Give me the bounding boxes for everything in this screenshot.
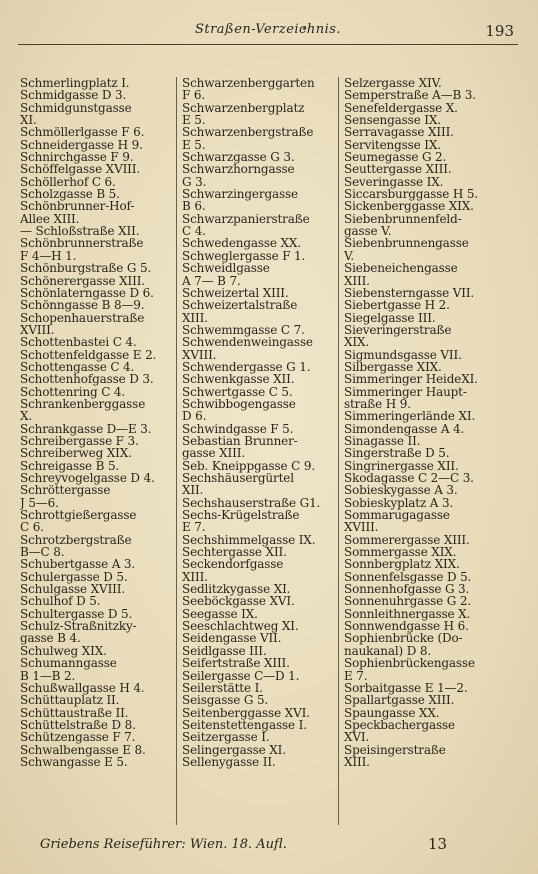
street-entry: Schwarzenbergstraße	[182, 125, 314, 140]
street-entry: Schwarzhorngasse	[182, 162, 295, 177]
street-entry: C 4.	[182, 224, 206, 239]
street-entry: Sechtergasse XII.	[182, 545, 287, 560]
street-entry: Sensengasse IX.	[344, 113, 441, 128]
street-entry: Schreigasse B 5.	[20, 458, 120, 473]
street-entry: Schreiberweg XIX.	[20, 446, 132, 461]
street-entry: Scholzgasse B 5.	[20, 187, 120, 202]
street-entry: Simmeringer HeideXI.	[344, 372, 478, 387]
street-entry: Sophienbrücke (Do-	[344, 631, 463, 646]
street-entry: Simmeringerlände XI.	[344, 409, 476, 424]
street-entry: Seeschlachtweg XI.	[182, 619, 299, 634]
street-entry: Serravagasse XIII.	[344, 125, 454, 140]
street-entry: Schultergasse D 5.	[20, 606, 133, 621]
street-entry: Seitenberggasse XVI.	[182, 705, 310, 720]
street-entry: Schwedengasse XX.	[182, 236, 301, 251]
street-entry: Speckbachergasse	[344, 717, 455, 732]
street-entry: straße H 9.	[344, 396, 411, 411]
street-entry: Seckendorfgasse	[182, 557, 284, 572]
street-entry: Schwarzpanierstraße	[182, 211, 310, 226]
street-entry: Schönerergasse XIII.	[20, 273, 145, 288]
street-entry: Seisgasse G 5.	[182, 693, 269, 708]
street-entry: XVIII.	[20, 322, 55, 337]
street-entry: Sobieskyplatz A 3.	[344, 495, 454, 510]
street-entry: Schmidgasse D 3.	[20, 88, 127, 103]
street-entry: Schulz-Straßnitzky-	[20, 619, 137, 634]
street-entry: Schwibbogengasse	[182, 396, 296, 411]
street-entry: Sechshimmelgasse IX.	[182, 532, 316, 547]
street-entry: F 4—H 1.	[20, 248, 77, 263]
street-entry: Schopenhauerstraße	[20, 310, 145, 325]
column-divider	[338, 77, 339, 825]
street-entry: Sonnleithnergasse X.	[344, 606, 471, 621]
street-entry: Schwenkgasse XII.	[182, 372, 295, 387]
street-entry: G 3.	[182, 174, 207, 189]
street-entry: Seilergasse C—D 1.	[182, 668, 300, 683]
street-entry: Siebeneichengasse	[344, 261, 458, 276]
street-entry: Siebenbrunnenfeld-	[344, 211, 462, 226]
street-entry: Schmerlingplatz I.	[20, 77, 130, 90]
street-entry: Schwarzenbergplatz	[182, 100, 305, 115]
street-entry: Sonnwendgasse H 6.	[344, 619, 469, 634]
street-entry: Sedlitzkygasse XI.	[182, 582, 291, 597]
street-entry: Schreibergasse F 3.	[20, 433, 139, 448]
street-entry: XVIII.	[344, 520, 379, 535]
street-entry: Schönngasse B 8—9.	[20, 298, 145, 313]
street-entry: Schwangasse E 5.	[20, 754, 128, 769]
index-column-3	[344, 77, 516, 829]
street-entry: Schottenbastei C 4.	[20, 335, 137, 350]
street-entry: Schöffelgasse XVIII.	[20, 162, 141, 177]
street-entry: Schreyvogelgasse D 4.	[20, 471, 155, 485]
street-entry: Schmöllerlgasse F 6.	[20, 125, 145, 140]
street-entry: Schwarzingergasse	[182, 187, 298, 202]
street-entry: Spallartgasse XIII.	[344, 693, 455, 708]
street-entry: Sickenberggasse XIX.	[344, 199, 474, 214]
street-entry: Selingergasse XI.	[182, 742, 286, 757]
publication-note: Griebens Reiseführer: Wien. 18. Aufl.	[40, 837, 287, 852]
street-entry: Simondengasse A 4.	[344, 421, 465, 436]
street-entry: Sorbaitgasse E 1—2.	[344, 680, 468, 695]
street-entry: naukanal) D 8.	[344, 643, 432, 658]
street-entry: Selzergasse XIV.	[344, 77, 442, 90]
street-entry: Sonnenfelsgasse D 5.	[344, 569, 472, 584]
page-footer	[40, 835, 510, 855]
street-entry: B 6.	[182, 199, 206, 214]
street-entry: Sobieskygasse A 3.	[344, 483, 458, 498]
street-entry: Schüttauplatz II.	[20, 693, 120, 708]
street-entry: Schwertgasse C 5.	[182, 384, 293, 399]
street-entry: Schumanngasse	[20, 656, 117, 671]
street-entry: Schweizertal XIII.	[182, 285, 289, 300]
street-entry: Schönbrunner-Hof-	[20, 199, 135, 214]
street-entry: Seeböckgasse XVI.	[182, 594, 295, 609]
street-entry: Schöllerhof C 6.	[20, 174, 116, 189]
street-entry: Schottengasse C 4.	[20, 359, 135, 374]
street-entry: Schrottgießergasse	[20, 508, 137, 523]
street-entry: — Schloßstraße XII.	[20, 224, 140, 239]
street-entry: XII.	[182, 483, 204, 498]
street-entry: Schwemmgasse C 7.	[182, 322, 305, 337]
street-entry: Semperstraße A—B 3.	[344, 88, 476, 103]
street-entry: Sinagasse II.	[344, 433, 421, 448]
street-entry: Schwindgasse F 5.	[182, 421, 294, 436]
street-entry: Schottenfeldgasse E 2.	[20, 347, 157, 362]
street-entry: Siegelgasse III.	[344, 310, 436, 325]
street-entry: XVI.	[344, 730, 370, 745]
street-entry: Seitzergasse I.	[182, 730, 270, 745]
street-entry: V.	[344, 248, 355, 263]
street-entry: Sommerergasse XIII.	[344, 532, 470, 547]
street-entry: Sonnenhofgasse G 3.	[344, 582, 470, 597]
street-entry: Schönburgstraße G 5.	[20, 261, 152, 276]
street-entry: Sommarugagasse	[344, 508, 450, 523]
street-entry: Silbergasse XIX.	[344, 359, 442, 374]
page-title: Straßen-Verzeichnis.	[194, 22, 342, 37]
street-entry: Seegasse IX.	[182, 606, 258, 621]
street-entry: C 6.	[20, 520, 44, 535]
street-entry: E 7.	[182, 520, 206, 535]
street-entry: Schweizertalstraße	[182, 298, 298, 313]
sheet-number: 13	[428, 835, 448, 853]
street-entry: Schnirchgasse F 9.	[20, 150, 134, 165]
street-entry: Simmeringer Haupt-	[344, 384, 467, 399]
street-entry: gasse XIII.	[182, 446, 245, 461]
street-entry: Schützengasse F 7.	[20, 730, 136, 745]
street-entry: Seuttergasse XIII.	[344, 162, 452, 177]
street-entry: XIII.	[182, 569, 208, 584]
street-entry: Schüttaustraße II.	[20, 705, 129, 720]
street-entry: Severingasse IX.	[344, 174, 444, 189]
street-entry: XI.	[20, 113, 37, 128]
street-entry: Senefeldergasse X.	[344, 100, 458, 115]
street-entry: gasse V.	[344, 224, 392, 239]
street-entry: Seitenstettengasse I.	[182, 717, 307, 732]
street-index	[18, 77, 518, 829]
street-entry: Schweidlgasse	[182, 261, 270, 276]
street-entry: E 7.	[344, 668, 368, 683]
street-entry: Singerstraße D 5.	[344, 446, 450, 461]
street-entry: Sophienbrückengasse	[344, 656, 475, 671]
street-entry: Skodagasse C 2—C 3.	[344, 471, 474, 485]
street-entry: F 6.	[182, 88, 205, 103]
street-entry: Schulweg XIX.	[20, 643, 107, 658]
street-entry: Schweglergasse F 1.	[182, 248, 306, 263]
street-entry: Schönlaterngasse D 6.	[20, 285, 154, 300]
street-entry: Schwendergasse G 1.	[182, 359, 311, 374]
street-entry: Schulergasse D 5.	[20, 569, 128, 584]
street-entry: Schrotzbergstraße	[20, 532, 132, 547]
street-entry: XVIII.	[182, 347, 217, 362]
street-entry: XIII.	[344, 754, 370, 769]
street-entry: Sieveringerstraße	[344, 322, 452, 337]
street-entry: Sechshauserstraße G1.	[182, 495, 321, 510]
street-entry: Siebenbrunnengasse	[344, 236, 469, 251]
street-entry: Siebensterngasse VII.	[344, 285, 475, 300]
street-entry: Schußwallgasse H 4.	[20, 680, 145, 695]
street-entry: Singrinergasse XII.	[344, 458, 459, 473]
street-entry: E 5.	[182, 137, 206, 152]
street-entry: Schwarzgasse G 3.	[182, 150, 295, 165]
street-entry: J 5—6.	[20, 495, 59, 510]
street-entry: B 1—B 2.	[20, 668, 76, 683]
street-entry: Schulgasse XVIII.	[20, 582, 125, 597]
street-entry: Schüttelstraße D 8.	[20, 717, 136, 732]
street-entry: Seifertstraße XIII.	[182, 656, 290, 671]
street-entry: X.	[20, 409, 33, 424]
index-column-2	[182, 77, 334, 829]
street-entry: Schwalbengasse E 8.	[20, 742, 146, 757]
street-entry: XIII.	[182, 310, 208, 325]
street-entry: Seidlgasse III.	[182, 643, 267, 658]
street-entry: Schwendenweingasse	[182, 335, 313, 350]
street-entry: Speisingerstraße	[344, 742, 446, 757]
street-entry: Siccarsburggasse H 5.	[344, 187, 479, 202]
street-entry: Schwarzenberggarten	[182, 77, 315, 90]
street-entry: E 5.	[182, 113, 206, 128]
street-entry: D 6.	[182, 409, 207, 424]
street-entry: Schulhof D 5.	[20, 594, 101, 609]
street-entry: Seidengasse VII.	[182, 631, 282, 646]
street-entry: XIX.	[344, 335, 370, 350]
street-entry: Schneidergasse H 9.	[20, 137, 143, 152]
street-entry: Schmidgunstgasse	[20, 100, 132, 115]
street-entry: Servitengsse IX.	[344, 137, 441, 152]
page-header	[18, 18, 518, 45]
street-entry: Sonnbergplatz XIX.	[344, 557, 460, 572]
street-entry: Schrankgasse D—E 3.	[20, 421, 152, 436]
street-entry: B—C 8.	[20, 545, 65, 560]
street-entry: Siebertgasse H 2.	[344, 298, 450, 313]
street-entry: Seilerstätte I.	[182, 680, 263, 695]
street-entry: Spaungasse XX.	[344, 705, 440, 720]
page-number: 193	[485, 22, 514, 40]
street-entry: Sellenygasse II.	[182, 754, 276, 769]
street-entry: Sechs-Krügelstraße	[182, 508, 300, 523]
street-entry: Schröttergasse	[20, 483, 111, 498]
street-entry: Sechshäusergürtel	[182, 471, 294, 485]
street-entry: Schönbrunnerstraße	[20, 236, 144, 251]
street-entry: Seb. Kneippgasse C 9.	[182, 458, 315, 473]
street-entry: Sebastian Brunner-	[182, 433, 298, 448]
street-entry: Sigmundsgasse VII.	[344, 347, 462, 362]
street-entry: Schrankenberggasse	[20, 396, 146, 411]
street-entry: Schottenring C 4.	[20, 384, 126, 399]
street-entry: Schottenhofgasse D 3.	[20, 372, 154, 387]
street-entry: Sonnenuhrgasse G 2.	[344, 594, 471, 609]
street-entry: A 7— B 7.	[182, 273, 241, 288]
street-entry: XIII.	[344, 273, 370, 288]
index-column-1	[20, 77, 172, 829]
street-entry: Allee XIII.	[20, 211, 80, 226]
column-divider	[176, 77, 177, 825]
street-entry: Schubertgasse A 3.	[20, 557, 136, 572]
street-entry: Sommergasse XIX.	[344, 545, 457, 560]
street-entry: Seumegasse G 2.	[344, 150, 447, 165]
street-entry: gasse B 4.	[20, 631, 81, 646]
